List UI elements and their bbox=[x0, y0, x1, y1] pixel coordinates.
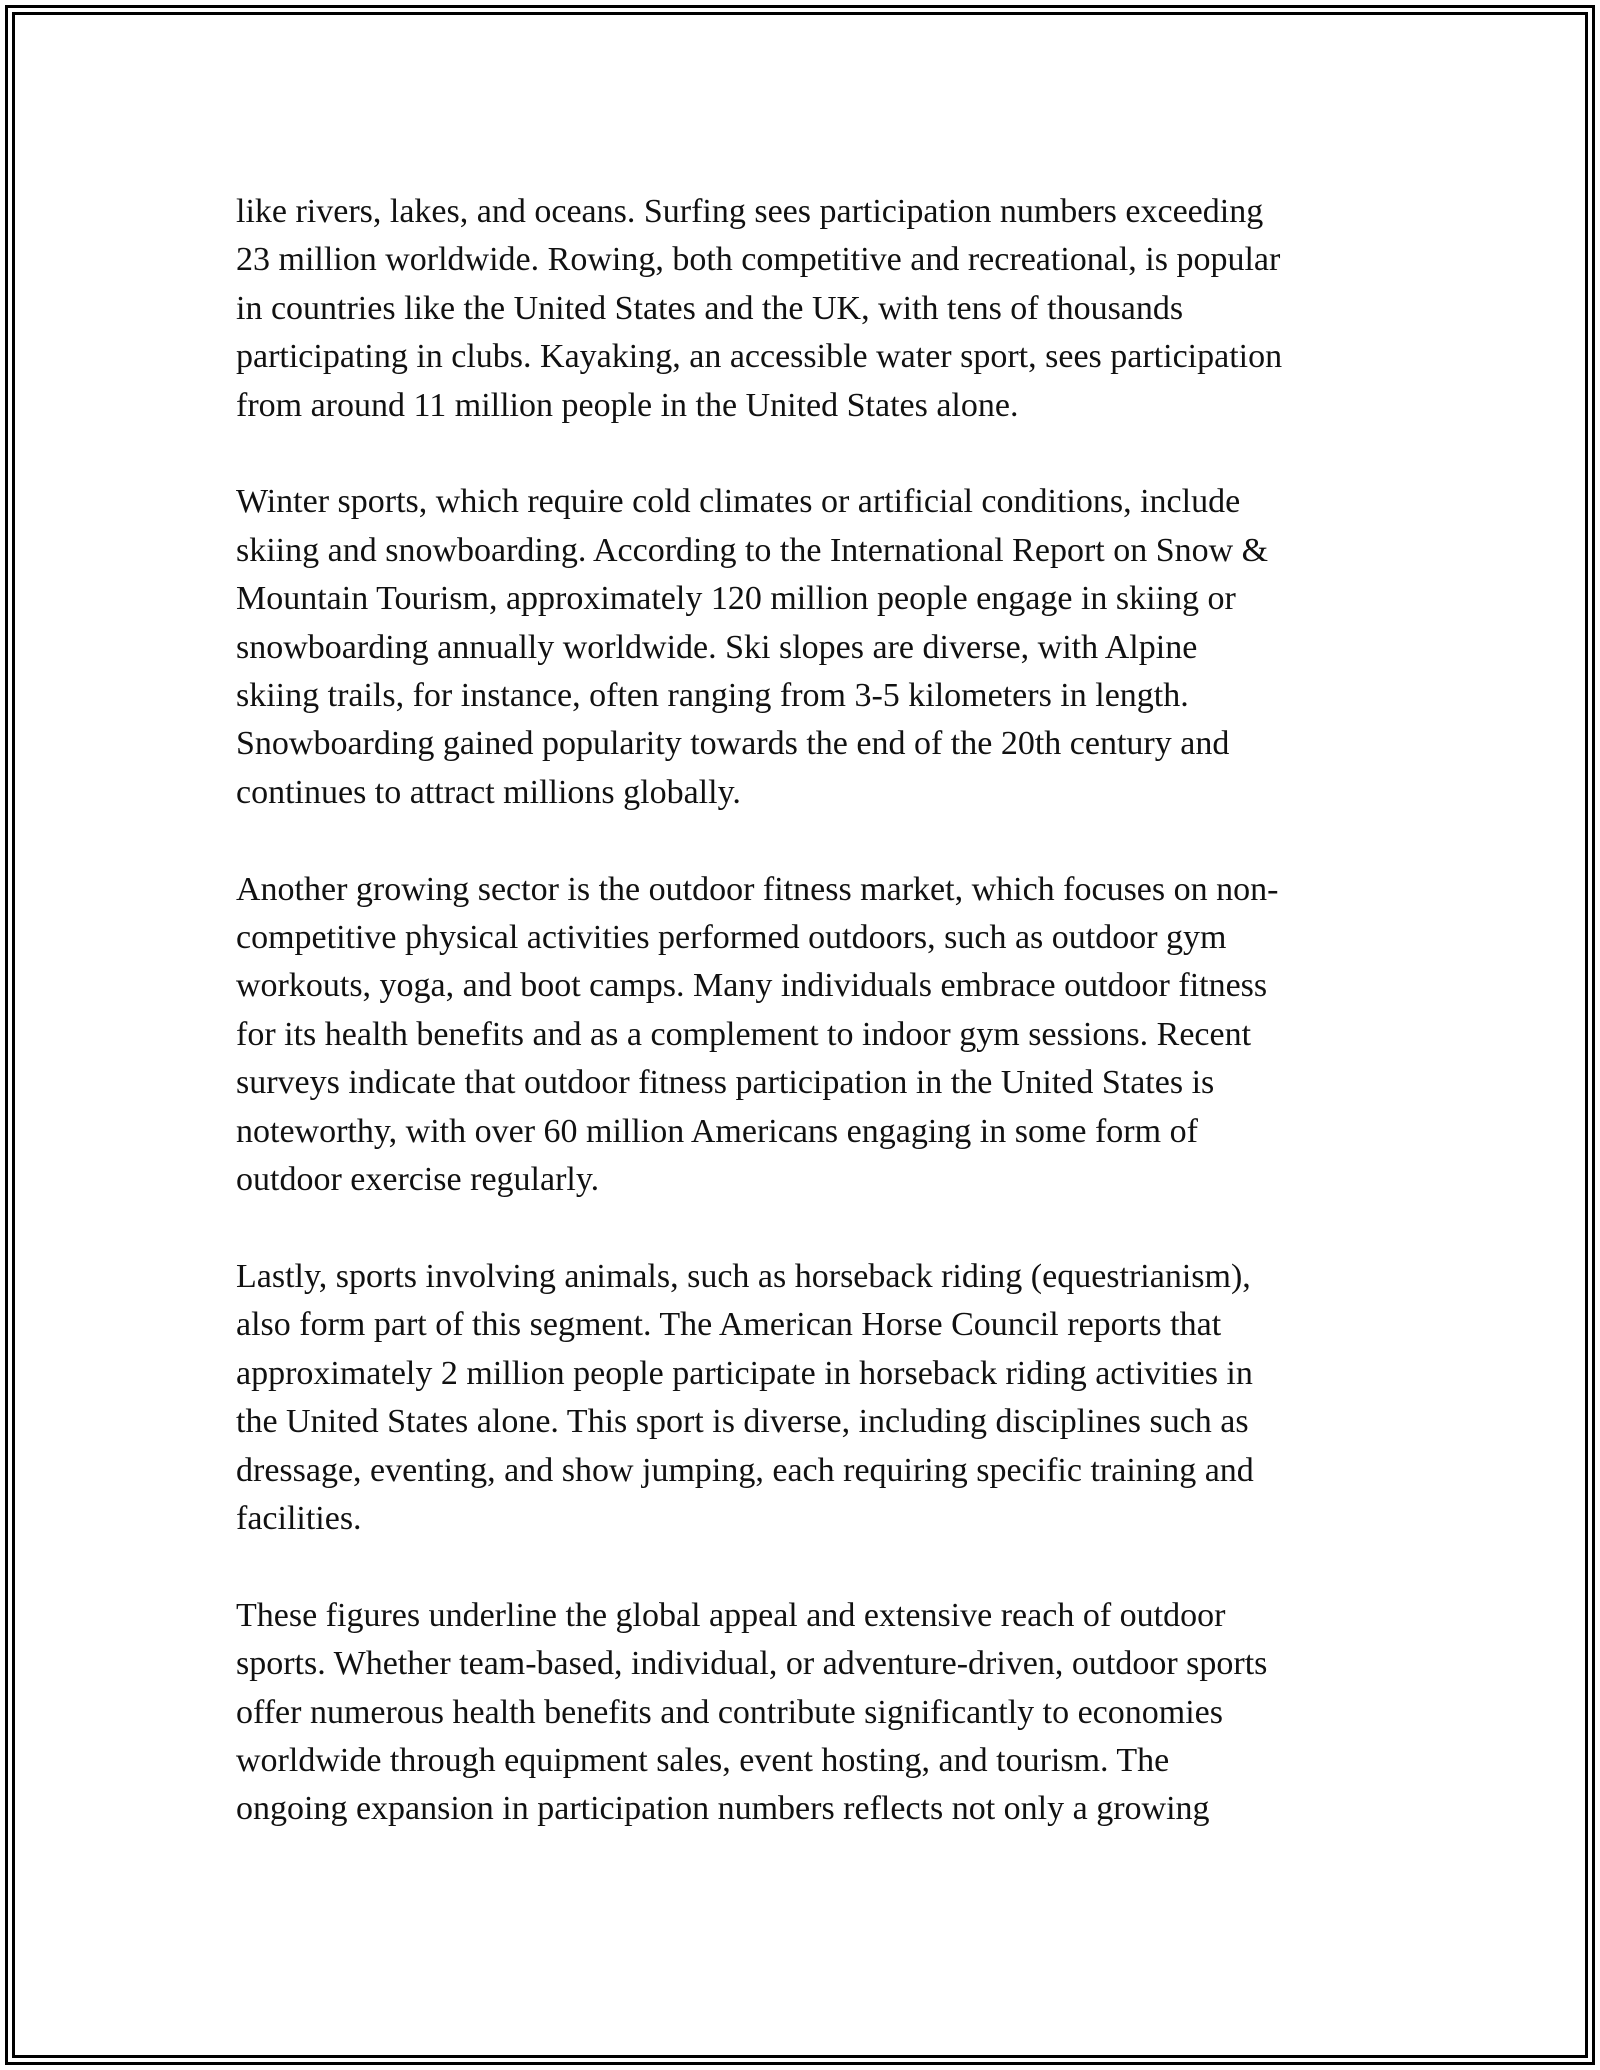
text-line: Snowboarding gained popularity towards the end of the 20th century and bbox=[236, 725, 1230, 763]
text-line: facilities. bbox=[236, 1499, 362, 1537]
text-line: ongoing expansion in participation numbers reflects not only a growing bbox=[236, 1790, 1210, 1828]
text-line: surveys indicate that outdoor fitness participation in the United States is bbox=[236, 1064, 1215, 1102]
paragraph-animal-sports bbox=[236, 1253, 1376, 1543]
text-line: competitive physical activities performed outdoors, such as outdoor gym bbox=[236, 919, 1227, 957]
text-line: from around 11 million people in the United States alone. bbox=[236, 386, 1019, 424]
text-line: These figures underline the global appeal and extensive reach of outdoor bbox=[236, 1596, 1226, 1634]
text-line: participating in clubs. Kayaking, an accessible water sport, sees participation bbox=[236, 338, 1283, 376]
text-line: Mountain Tourism, approximately 120 million people engage in skiing or bbox=[236, 580, 1236, 618]
text-line: skiing trails, for instance, often ranging from 3-5 kilometers in length. bbox=[236, 677, 1189, 715]
text-line: Lastly, sports involving animals, such as horseback riding (equestrianism), bbox=[236, 1257, 1251, 1295]
text-line: the United States alone. This sport is diverse, including disciplines such as bbox=[236, 1403, 1249, 1441]
text-line: noteworthy, with over 60 million Americans engaging in some form of bbox=[236, 1112, 1198, 1150]
paragraph-outdoor-fitness bbox=[236, 866, 1376, 1205]
text-line: sports. Whether team-based, individual, or adventure-driven, outdoor sports bbox=[236, 1645, 1268, 1683]
text-line: dressage, eventing, and show jumping, each requiring specific training and bbox=[236, 1451, 1254, 1489]
text-line: in countries like the United States and the UK, with tens of thousands bbox=[236, 289, 1184, 327]
paragraph-conclusion bbox=[236, 1592, 1376, 1834]
text-line: workouts, yoga, and boot camps. Many individuals embrace outdoor fitness bbox=[236, 967, 1268, 1005]
document-body bbox=[236, 188, 1376, 1882]
text-line: also form part of this segment. The American Horse Council reports that bbox=[236, 1306, 1222, 1344]
text-line: continues to attract millions globally. bbox=[236, 773, 741, 811]
text-line: Winter sports, which require cold climates or artificial conditions, include bbox=[236, 483, 1241, 521]
text-line: snowboarding annually worldwide. Ski slopes are diverse, with Alpine bbox=[236, 628, 1198, 666]
text-line: outdoor exercise regularly. bbox=[236, 1161, 600, 1199]
text-line: for its health benefits and as a complement to indoor gym sessions. Recent bbox=[236, 1015, 1252, 1053]
text-line: offer numerous health benefits and contribute significantly to economies bbox=[236, 1693, 1223, 1731]
text-line: Another growing sector is the outdoor fitness market, which focuses on non- bbox=[236, 870, 1279, 908]
paragraph-water-sports bbox=[236, 188, 1376, 430]
text-line: worldwide through equipment sales, event hosting, and tourism. The bbox=[236, 1741, 1170, 1779]
paragraph-winter-sports bbox=[236, 478, 1376, 817]
text-line: skiing and snowboarding. According to the International Report on Snow & bbox=[236, 531, 1269, 569]
text-line: 23 million worldwide. Rowing, both competitive and recreational, is popular bbox=[236, 241, 1281, 279]
text-line: approximately 2 million people participate in horseback riding activities in bbox=[236, 1354, 1253, 1392]
text-line: like rivers, lakes, and oceans. Surfing sees participation numbers exceeding bbox=[236, 193, 1264, 230]
